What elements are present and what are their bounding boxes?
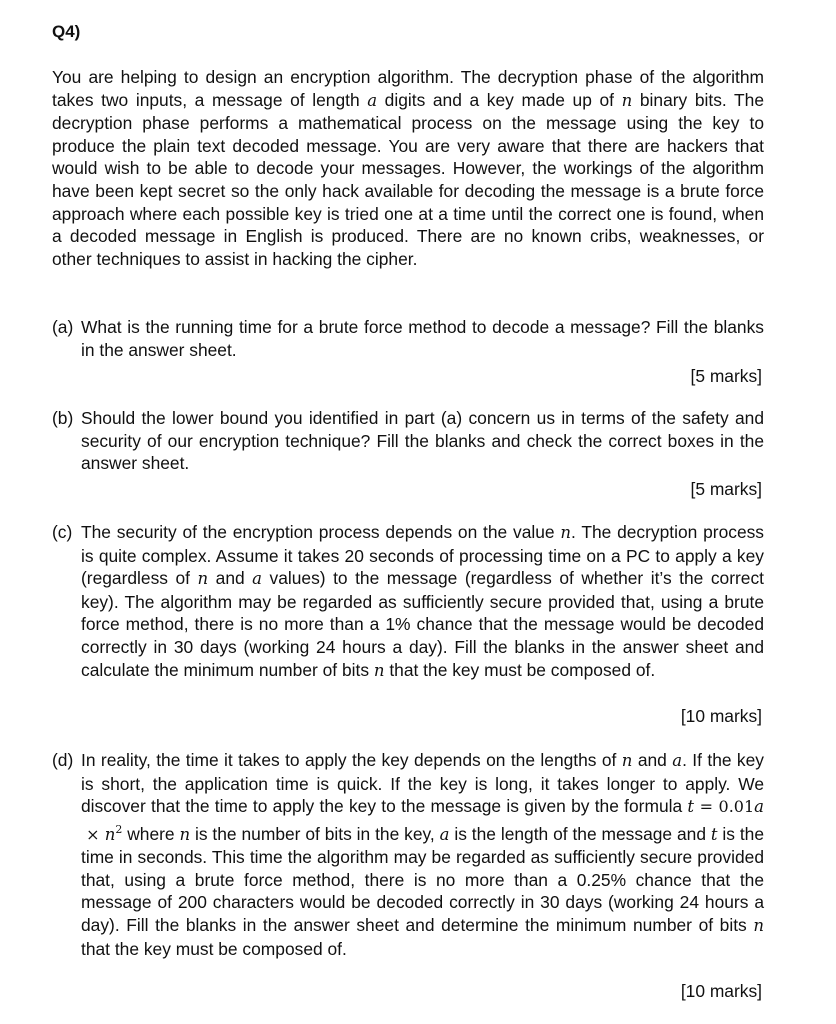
var-n: n (621, 90, 633, 110)
part-a-label: (a) (52, 317, 74, 337)
part-c (52, 521, 764, 701)
var-n: n (197, 569, 209, 589)
var-a: a (672, 751, 683, 770)
var-n: n (179, 824, 191, 844)
part-c-text: The security of the encryption process depends on the value n. The decryption process is quite complex. Assume it takes 20 seconds of processing time on a PC to apply a key (regardless of n and a values) to the message (regardless of whether it’s the correct key). The algorithm may be regarded as sufficiently secure provided that, using a brute force method, there is no more than a 1% chance that the message would be decoded correctly in 30 days (working 24 hours a day). Fill the blanks in the answer sheet and calculate the minimum number of bits n that the key must be composed of. (81, 522, 765, 680)
question-intro (52, 66, 764, 270)
intro-text-1: You are helping to design an encryption algorithm. The decryption phase of the algorithm takes two inputs, a message of length (52, 67, 764, 110)
part-a-text: What is the running time for a brute force method to decode a message? Fill the blanks in the answer sheet. (81, 317, 764, 360)
part-b-text: Should the lower bound you identified in part (a) concern us in terms of the safety and security of our encryption technique? Fill the blanks and check the correct boxes in the answer sheet. (81, 408, 764, 474)
var-a: a (439, 824, 450, 844)
part-a (52, 316, 764, 364)
intro-text-3: binary bits. The decryption phase performs a mathematical process on the message using the key to produce the plain text decoded message. You are very aware that there are hackers that would wish to be able to decode your messages. However, the workings of the algorithm have been kept secret so the only hack available for decoding the message is a brute force approach where each possible key is tried one at a time until the correct one is found, when a decoded message in English is produced. There are no known cribs, weaknesses, or other techniques to assist in hacking the cipher. (52, 89, 764, 269)
part-b-label: (b) (52, 408, 74, 428)
formula: $t = 0.01a \times n^2$ (81, 797, 764, 844)
question-number: Q4) (52, 22, 81, 41)
part-c-marks: [10 marks] (680, 706, 762, 726)
intro-text-2: digits and a key made up of (377, 89, 622, 110)
var-t: t (710, 824, 718, 844)
var-n: n (753, 915, 764, 935)
part-d-label: (d) (52, 750, 74, 770)
var-n: n (373, 660, 385, 680)
part-c-label: (c) (52, 522, 73, 542)
var-n: n (560, 523, 572, 542)
part-d-text: In reality, the time it takes to apply the key depends on the lengths of n and a. If the key is short, the application time is quick. If the key is long, it takes longer to apply. We discover that the time to apply the key to the message is given by the formula $t = 0.01a \times n^2$ where n is the number of bits in the key, a is the length of the message and t is the time in seconds. This time the algorithm may be regarded as sufficiently secure provided that, using a brute force method, there is no more than a 0.25% chance that the message of 200 characters would be decoded correctly in 30 days (working 24 hours a day). Fill the blanks in the answer sheet and determine the minimum number of bits n that the key must be composed of. (81, 750, 765, 959)
var-n: n (621, 751, 633, 770)
var-a: a (367, 90, 378, 110)
var-a: a (252, 569, 263, 589)
part-b-marks: [5 marks] (690, 479, 762, 499)
part-b (52, 407, 764, 477)
part-d (52, 749, 764, 979)
part-a-marks: [5 marks] (690, 366, 762, 386)
part-d-marks: [10 marks] (680, 981, 762, 1001)
